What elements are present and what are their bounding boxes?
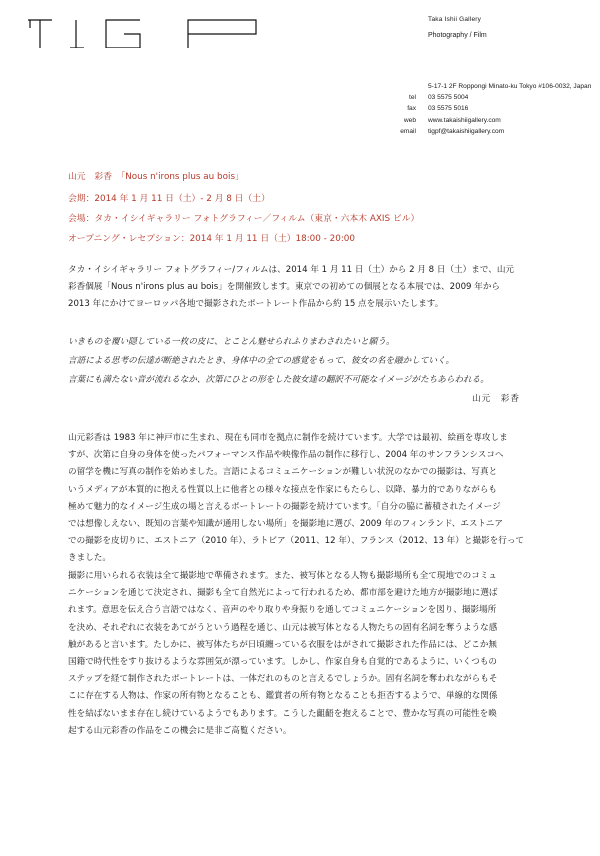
exhibition-title: 山元 彩香 「Nous n'irons plus au bois」 [68, 172, 244, 182]
quote-line: いきものを覆い隠している一枚の皮に、とことん魅せられふりまわされたいと願う。 [68, 337, 395, 347]
gallery-header [428, 16, 487, 39]
quote-author: 山元 彩香 [472, 394, 520, 404]
gallery-name: Taka Ishii Gallery [428, 16, 482, 23]
text-line: 彩香個展「Nous n'irons plus au bois」を開催致します。東京での初めての個展となる本展では、2009 年から [68, 282, 501, 293]
contact-label [388, 81, 428, 92]
tigp-logo [28, 18, 260, 48]
biography-paragraph [68, 430, 548, 568]
text-line: を決め、それぞれに衣装をあてがうという過程を通じ、山元は被写体となる人物たちの固有名詞を奪うような感 [68, 622, 498, 633]
text-line: タカ・イシイギャラリー フォトグラフィー/フィルムは、2014 年 1 月 11 日（土）から 2 月 8 日（土）まで、山元 [68, 265, 515, 275]
text-line: 極めて魅力的なイメージ生成の場と言えるポートレートの撮影を続けています。「自分の脇に蓄積されたイメージ [68, 501, 501, 512]
text-line: 撮影に用いられる衣装は全て撮影地で準備されます。また、被写体となる人物も撮影場所も全て現地でのコミュ [68, 571, 497, 581]
text-line: こに存在する人物は、作家の所有物となることも、鑑賞者の所有物となることも拒否するようで、単線的な関係 [68, 691, 498, 702]
contact-label: fax [407, 105, 416, 113]
contact-block [388, 81, 591, 137]
text-line: 触があると言います。たしかに、被写体たちが日頃纏っている衣服をはがされて撮影された作品には、どこか無 [68, 639, 498, 650]
contact-row-email [388, 126, 591, 137]
fax-text: 03 5575 5016 [428, 105, 469, 113]
text-line: 起する山元彩香の作品をこの機会に是非ご高覧ください。 [68, 725, 292, 736]
text-line: ステップを経て制作されたポートレートは、一体だれのものと言えるでしょうか。固有名詞を奪われながらもそ [68, 674, 498, 685]
text-line: ニケーションを通じて決定され、撮影も全て自然光によって行われるため、都市部を避けた地方が撮影地に選ば [68, 588, 498, 599]
text-line: 2013 年にかけてヨーロッパ各地で撮影されたポートレート作品から約 15 点を展示いたします。 [68, 299, 444, 310]
contact-label: tel [409, 94, 416, 102]
quote-line: 言葉にも満たない音が流れるなか、次第にひとの形をした彼女達の翻訳不可能なイメージがたちあらわれる。 [68, 375, 489, 385]
tel-text: 03 5575 5004 [428, 94, 469, 102]
exhibition-venue: 会場：タカ・イシイギャラリー フォトグラフィー／フィルム（東京・六本木 AXIS ビル） [68, 214, 420, 224]
contact-row-web [388, 115, 591, 126]
contact-row-fax [388, 103, 591, 114]
text-line: 国籍で時代性をすり抜けるような雰囲気が漂っています。しかし、作家自身も自覚的であるように、いくつもの [68, 657, 498, 668]
text-line: では想像しえない、既知の言葉や知識が通用しない場所」を撮影地に選び、2009 年のフィンランド、エストニア [68, 519, 503, 530]
text-line: の留学を機に写真の制作を始めました。言語によるコミュニケーションが難しい状況のなかでの撮影は、写真と [68, 467, 498, 478]
artist-quote [68, 333, 548, 390]
web-link[interactable]: www.takaishiigallery.com [428, 116, 501, 124]
text-line: 性を結ばないまま存在し続けているようでもあります。こうした齟齬を抱えることで、豊かな写真の可能性を喚 [68, 708, 497, 719]
text-line: きました。 [68, 553, 111, 564]
intro-paragraph [68, 262, 548, 314]
text-line: れます。意思を伝え合う言語ではなく、音声のやり取りや身振りを通してコミュニケーションを図り、撮影場所 [68, 605, 497, 616]
contact-label: web [403, 116, 416, 124]
practice-paragraph [68, 568, 548, 740]
contact-row-tel [388, 92, 591, 103]
text-line: すが、次第に自身の身体を使ったパフォーマンス作品や映像作品の制作に移行し、2004 年のサンフランシスコへ [68, 450, 504, 461]
text-line: での撮影を皮切りに、エストニア（2010 年）、ラトビア（2011、12 年）、フランス（2012、13 年）と撮影を行って [68, 536, 525, 547]
exhibition-period: 会期：2014 年 1 月 11 日（土）- 2 月 8 日（土） [68, 194, 270, 204]
opening-reception: オープニング・レセプション：2014 年 1 月 11 日（土）18:00 - 20:00 [68, 234, 355, 244]
email-link[interactable]: tigpf@takaishiigallery.com [428, 127, 505, 135]
address-text: 5-17-1 2F Roppongi Minato-ku Tokyo #106-0032, Japan [428, 83, 592, 90]
contact-label: email [400, 127, 416, 135]
quote-line: 言語による思考の伝達が断絶されたとき、身体中の全ての感覚をもって、彼女の名を融かしていく。 [68, 356, 455, 366]
gallery-department: Photography / Film [428, 32, 487, 39]
text-line: 山元彩香は 1983 年に神戸市に生まれ、現在も同市を拠点に制作を続けています。大学では最初、絵画を専攻しま [68, 433, 508, 443]
contact-row-address [388, 81, 591, 92]
text-line: いうメディアが本質的に抱える性質以上に他者との様々な接点を作家にもたらし、以降、暴力的でありながらも [68, 484, 498, 495]
